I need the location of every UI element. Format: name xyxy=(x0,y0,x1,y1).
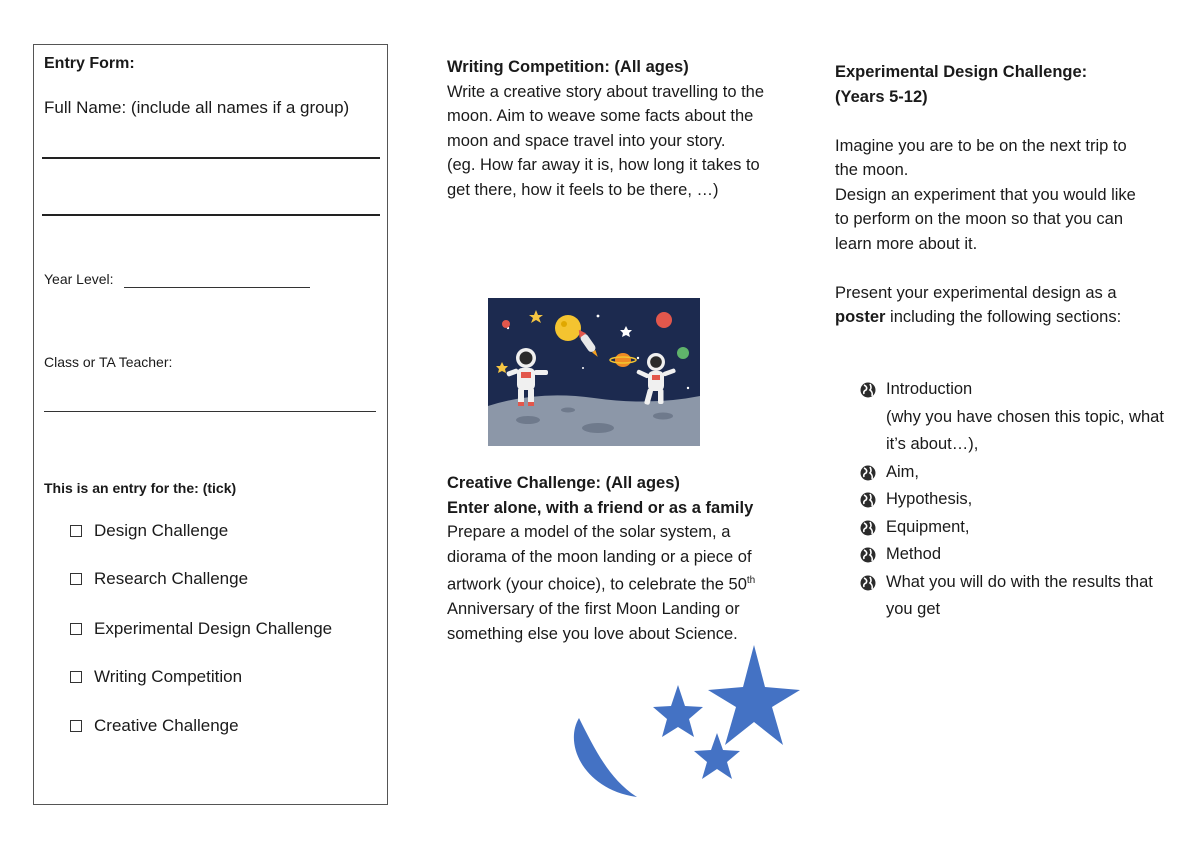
option-design-challenge[interactable] xyxy=(70,521,228,541)
experimental-para-2: Design an experiment that you would like to perform on the moon so that you can learn more about it. xyxy=(835,185,1136,253)
option-research-challenge[interactable] xyxy=(70,569,248,589)
checkbox-icon[interactable] xyxy=(70,671,82,683)
para-3-text-end: including the following sections: xyxy=(885,308,1122,326)
list-item-label: Equipment, xyxy=(886,517,970,536)
creative-challenge-section xyxy=(447,471,765,646)
checkbox-icon[interactable] xyxy=(70,573,82,585)
writing-heading: Writing Competition: (All ages) xyxy=(447,58,689,76)
creative-body xyxy=(447,520,765,646)
option-label: Research Challenge xyxy=(94,569,249,588)
entry-form-title: Entry Form: xyxy=(44,55,135,72)
checkbox-icon[interactable] xyxy=(70,623,82,635)
option-label: Creative Challenge xyxy=(94,716,239,735)
experimental-para-3 xyxy=(835,281,1150,330)
teacher-line[interactable] xyxy=(44,411,376,412)
option-experimental-design-challenge[interactable] xyxy=(70,619,332,639)
writing-example: (eg. How far away it is, how long it takes to get there, how it feels to be there, …) xyxy=(447,156,760,199)
list-item xyxy=(860,514,1170,542)
creative-heading: Creative Challenge: (All ages) xyxy=(447,474,680,492)
list-item xyxy=(860,376,1170,459)
year-level-line[interactable] xyxy=(124,287,310,288)
list-item-subtext: (why you have chosen this topic, what it’s about…), xyxy=(886,407,1164,453)
full-name-line-2[interactable] xyxy=(42,214,380,216)
list-item-label: What you will do with the results that you get xyxy=(886,572,1153,618)
list-item xyxy=(860,486,1170,514)
globe-icon xyxy=(860,575,876,591)
list-item xyxy=(860,541,1170,569)
full-name-line-1[interactable] xyxy=(42,157,380,159)
option-writing-competition[interactable] xyxy=(70,667,242,687)
list-item xyxy=(860,459,1170,487)
creative-subheading: Enter alone, with a friend or as a family xyxy=(447,498,754,517)
option-creative-challenge[interactable] xyxy=(70,716,239,736)
entry-type-label: This is an entry for the: (tick) xyxy=(44,480,237,496)
writing-body: Write a creative story about travelling to the moon. Aim to weave some facts about the moon and space travel into your story. xyxy=(447,82,765,150)
globe-icon xyxy=(860,382,876,398)
creative-body-text: Prepare a model of the solar system, a diorama of the moon landing or a piece of artwork (your choice), to celebrate the 50 xyxy=(447,523,752,594)
list-item xyxy=(860,569,1170,624)
poster-emphasis: poster xyxy=(835,308,886,326)
experimental-years: (Years 5-12) xyxy=(835,87,928,106)
experimental-heading: Experimental Design Challenge: xyxy=(835,63,1088,81)
globe-icon xyxy=(860,492,876,508)
astronauts-on-moon-illustration xyxy=(488,298,700,446)
experimental-design-section xyxy=(835,60,1165,330)
globe-icon xyxy=(860,520,876,536)
poster-sections-list xyxy=(860,376,1170,624)
globe-icon xyxy=(860,465,876,481)
list-item-label: Method xyxy=(886,545,942,563)
moon-and-stars-decoration xyxy=(565,640,805,805)
creative-body-text-end: Anniversary of the first Moon Landing or something else you love about Science. xyxy=(447,600,740,643)
experimental-para-1: Imagine you are to be on the next trip to the moon. xyxy=(835,136,1127,179)
option-label: Experimental Design Challenge xyxy=(94,619,333,638)
list-item-label: Hypothesis, xyxy=(886,490,973,508)
list-item-label: Introduction xyxy=(886,380,973,398)
ordinal-suffix: th xyxy=(746,575,756,586)
teacher-label: Class or TA Teacher: xyxy=(44,354,173,370)
option-label: Writing Competition xyxy=(94,667,243,686)
writing-competition-section xyxy=(447,55,767,202)
checkbox-icon[interactable] xyxy=(70,525,82,537)
option-label: Design Challenge xyxy=(94,521,229,540)
year-level-label: Year Level: xyxy=(44,271,114,287)
checkbox-icon[interactable] xyxy=(70,720,82,732)
list-item-label: Aim, xyxy=(886,462,919,481)
full-name-label: Full Name: (include all names if a group) xyxy=(44,98,350,117)
para-3-text: Present your experimental design as a xyxy=(835,283,1117,302)
globe-icon xyxy=(860,547,876,563)
